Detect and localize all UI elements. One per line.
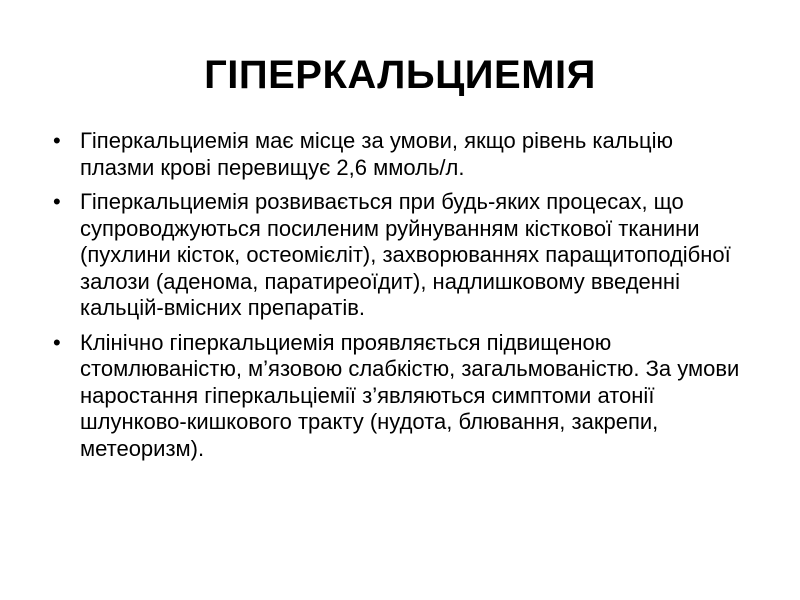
bullet-text: Клінічно гіперкальциемія проявляється підвищеною стомлюваністю, м’язовою слабкістю, загальмованістю. За умови наростання гіперкальціемії з’являються симптоми атонії шлунково-кишкового тракту (нудота, блювання, закрепи, метеоризм).	[80, 329, 740, 461]
slide-title: ГІПЕРКАЛЬЦИЕМІЯ	[204, 53, 596, 97]
bullet-text: Гіперкальциемія має місце за умови, якщо рівень кальцію плазми крові перевищує 2,6 ммоль/л.	[80, 128, 674, 180]
bullet-icon: •	[53, 329, 61, 355]
bullet-icon: •	[53, 128, 61, 153]
bullet-item	[48, 330, 748, 463]
bullet-icon: •	[53, 189, 61, 214]
bullet-text: Гіперкальциемія розвивається при будь-яких процесах, що супроводжуються посиленим руйнуванням кісткової тканини (пухлини кісток, остеомієліт), захворюваннях паращитоподібної залози (аденома, паратиреоїдит), надлишковому введенні кальцій-вмісних препаратів.	[80, 189, 731, 320]
bullet-item	[48, 189, 748, 322]
bullet-list	[48, 128, 748, 470]
bullet-item	[48, 128, 748, 181]
